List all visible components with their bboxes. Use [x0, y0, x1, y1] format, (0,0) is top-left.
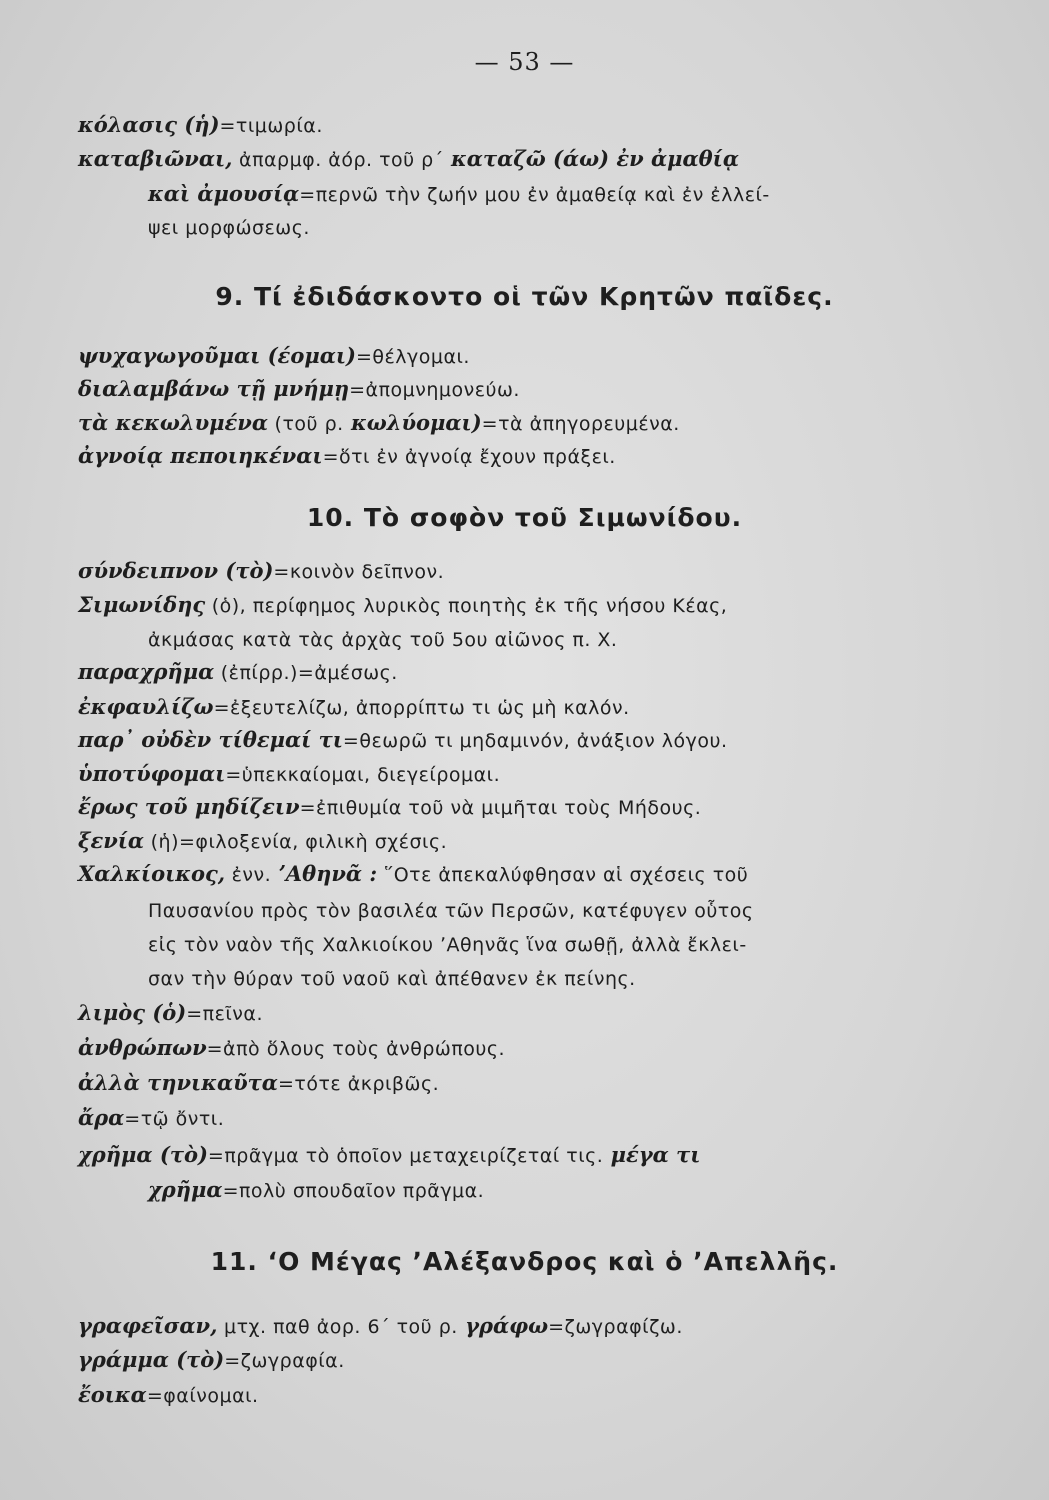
definition: μτχ. παθ ἀορ. 6΄ τοῦ ρ. — [217, 1316, 458, 1338]
entry-line — [78, 1142, 700, 1169]
entry-line — [78, 443, 616, 470]
entry-line — [78, 112, 323, 139]
headword: ὑποτύφομαι — [78, 761, 226, 786]
entry-line — [148, 214, 310, 241]
definition: =ὅτι ἐν ἀγνοίᾳ ἔχουν πράξει. — [322, 446, 616, 468]
headword: μέγα τι — [603, 1142, 701, 1167]
definition: =τιμωρία. — [219, 115, 323, 137]
section-heading-9: 9. Τί ἐδιδάσκοντο οἱ τῶν Κρητῶν παῖδες. — [215, 282, 834, 311]
headword: τὰ κεκωλυμένα — [78, 410, 269, 435]
headword: ἀνθρώπων — [78, 1035, 207, 1060]
headword: ἔρως τοῦ μηδίζειν — [78, 794, 300, 819]
headword: ἄρα — [78, 1105, 125, 1130]
definition: =ζωγραφία. — [224, 1350, 345, 1372]
definition: =θέλγομαι. — [355, 346, 470, 368]
headword: ἔοικα — [78, 1382, 147, 1407]
headword: ʼΑθηνᾶ : — [271, 861, 378, 886]
entry-line — [78, 1035, 505, 1062]
definition: ψει μορφώσεως. — [148, 217, 310, 239]
definition: =κοινὸν δεῖπνον. — [273, 561, 445, 583]
entry-line — [78, 828, 447, 855]
definition: =ζωγραφίζω. — [548, 1316, 683, 1338]
definition: =τὰ ἀπηγορευμένα. — [481, 413, 680, 435]
definition: (ὁ), περίφημος λυρικὸς ποιητὴς ἐκ τῆς νήσου Κέας, — [205, 595, 728, 617]
headword: ψυχαγωγοῦμαι (έομαι) — [78, 343, 356, 368]
section-heading-10: 10. Τὸ σοφὸν τοῦ Σιμωνίδου. — [306, 503, 743, 532]
entry-line — [78, 727, 728, 754]
entry-line — [148, 897, 754, 924]
section-heading-11: 11. ʻΟ Μέγας ʼΑλέξανδρος καὶ ὁ ʼΑπελλῆς. — [210, 1247, 839, 1276]
entry-line — [78, 694, 630, 721]
definition: εἰς τὸν ναὸν τῆς Χαλκιοίκου ʼΑθηνᾶς ἵνα σωθῇ, ἀλλὰ ἔκλει- — [148, 934, 747, 956]
definition: (ἡ)=φιλοξενία, φιλικὴ σχέσις. — [144, 831, 448, 853]
definition: ῞Οτε ἀπεκαλύφθησαν αἱ σχέσεις τοῦ — [377, 864, 749, 886]
definition: σαν τὴν θύραν τοῦ ναοῦ καὶ ἀπέθανεν ἐκ πείνης. — [148, 968, 636, 990]
entry-line — [78, 761, 500, 788]
definition: =πεῖνα. — [186, 1003, 263, 1025]
definition: =ὑπεκκαίομαι, διεγείρομαι. — [225, 764, 501, 786]
headword: κόλασις (ἡ) — [78, 112, 220, 137]
entry-line — [78, 146, 739, 173]
headword: γραφεῖσαν, — [78, 1313, 218, 1338]
entry-line — [78, 1070, 439, 1097]
entry-line — [148, 931, 747, 958]
definition: =τότε ἀκριβῶς. — [277, 1073, 440, 1095]
headword: ξενία — [78, 828, 145, 853]
headword: σύνδειπνον (τὸ) — [78, 558, 274, 583]
definition: =ἐξευτελίζω, ἀπορρίπτω τι ὡς μὴ καλόν. — [213, 697, 630, 719]
definition: =πολὺ σπουδαῖον πρᾶγμα. — [222, 1180, 485, 1202]
definition: =φαίνομαι. — [146, 1385, 259, 1407]
headword: καταβιῶναι, — [78, 146, 233, 171]
page-number: — 53 — — [474, 48, 575, 76]
entry-line — [78, 558, 444, 585]
headword: ἐκφαυλίζω — [78, 694, 214, 719]
headword: Σιμωνίδης — [78, 592, 206, 617]
headword: γράμμα (τὸ) — [78, 1347, 225, 1372]
definition: =θεωρῶ τι μηδαμινόν, ἀνάξιον λόγου. — [342, 730, 728, 752]
headword: χρῆμα — [148, 1177, 223, 1202]
entry-line — [78, 343, 470, 370]
headword: κωλύομαι) — [343, 410, 482, 435]
entry-line — [148, 181, 770, 208]
definition: Παυσανίου πρὸς τὸν βασιλέα τῶν Περσῶν, κατέφυγεν οὗτος — [148, 900, 754, 922]
headword: ἀγνοίᾳ πεποιηκέναι — [78, 443, 323, 468]
definition: ἐνν. — [225, 864, 272, 886]
entry-line — [148, 626, 617, 653]
entry-line — [78, 1347, 345, 1374]
definition: =τῷ ὄντι. — [124, 1108, 225, 1130]
entry-line — [78, 410, 680, 437]
entry-line — [148, 965, 636, 992]
entry-line — [78, 1313, 683, 1340]
definition: =ἐπιθυμία τοῦ νὰ μιμῆται τοὺς Μήδους. — [299, 797, 702, 819]
entry-line — [78, 1000, 263, 1027]
headword: καταζῶ (άω) ἐν ἀμαθίᾳ — [443, 146, 740, 171]
definition: =ἀπὸ ὅλους τοὺς ἀνθρώπους. — [206, 1038, 506, 1060]
entry-line — [78, 376, 520, 403]
headword: ἀλλὰ τηνικαῦτα — [78, 1070, 278, 1095]
headword: παρ᾽ οὐδὲν τίθεμαί τι — [78, 727, 343, 752]
entry-line — [78, 1382, 259, 1409]
definition: ἀκμάσας κατὰ τὰς ἀρχὰς τοῦ 5ου αἰῶνος π. Χ. — [148, 629, 618, 651]
headword: παραχρῆμα — [78, 659, 215, 684]
entry-line — [78, 1105, 224, 1132]
definition: =περνῶ τὴν ζωήν μου ἐν ἀμαθείᾳ καὶ ἐν ἐλλεί- — [299, 184, 770, 206]
definition: =ἀπομνημονεύω. — [349, 379, 520, 401]
definition: (ἐπίρρ.)=ἀμέσως. — [214, 662, 398, 684]
headword: Χαλκίοικος, — [78, 861, 226, 886]
entry-line — [148, 1177, 484, 1204]
headword: διαλαμβάνω τῇ μνήμῃ — [78, 376, 350, 401]
headword: χρῆμα (τὸ) — [78, 1142, 208, 1167]
headword: γράφω — [457, 1313, 549, 1338]
entry-line — [78, 659, 398, 686]
entry-line — [78, 861, 748, 888]
entry-line — [78, 794, 701, 821]
headword: λιμὸς (ὁ) — [78, 1000, 187, 1025]
definition: ἀπαρμφ. ἀόρ. τοῦ ρ΄ — [232, 149, 444, 171]
definition: (τοῦ ρ. — [268, 413, 344, 435]
entry-line — [78, 592, 727, 619]
definition: =πρᾶγμα τὸ ὁποῖον μεταχειρίζεταί τις. — [207, 1145, 604, 1167]
headword: καὶ ἀμουσίᾳ — [148, 181, 300, 206]
